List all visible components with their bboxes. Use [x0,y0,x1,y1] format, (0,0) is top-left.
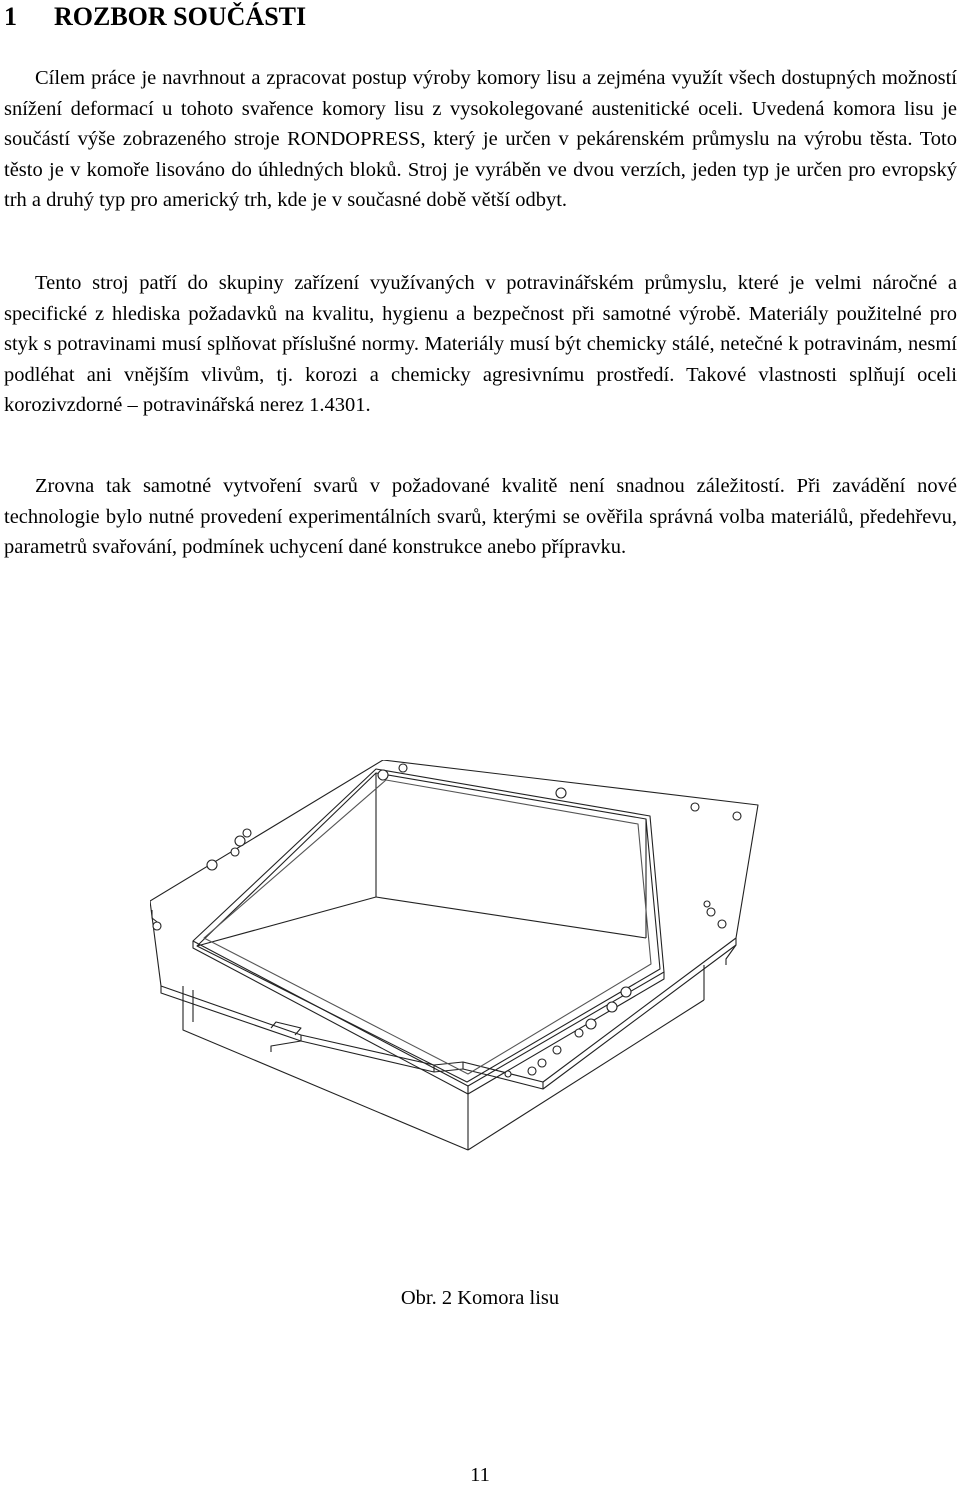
page-number: 11 [470,1464,490,1486]
paragraph-materials: Tento stroj patří do skupiny zařízení využívaných v potravinářském průmyslu, které je velmi náročné a specifické z hlediska požadavků na kvalitu, hygienu a bezpečnost při samotné výrobě. Materiály použitelné pro styk s potravinami musí splňovat příslušné normy. Materiály musí být chemicky stálé, netečné k potravinám, nesmí podléhat ani vnějším vlivům, tj. korozi a chemicky agresivnímu prostředí. Takové vlastnosti splňují oceli korozivzdorné – potravinářská nerez 1.4301. [4,272,957,416]
press-chamber-drawing [150,760,760,1160]
paragraph-welding: Zrovna tak samotné vytvoření svarů v požadované kvalitě není snadnou záležitostí. Při zavádění nové technologie bylo nutné provedení experimentálních svarů, kterými se ověřila správná volba materiálů, předehřevu, parametrů svařování, podmínek uchycení dané konstrukce anebo přípravku. [4,475,957,558]
section-title: ROZBOR SOUČÁSTI [54,2,307,31]
section-heading [4,2,306,32]
paragraph-intro: Cílem práce je navrhnout a zpracovat postup výroby komory lisu a zejména využít všech dostupných možností snížení deformací u tohoto svařence komory lisu z vysokolegované austenitické oceli. Uvedená komora lisu je součástí výše zobrazeného stroje RONDOPRESS, který je určen v pekárenském průmyslu na výrobu těsta. Toto těsto je v komoře lisováno do úhledných bloků. Stroj je vyráběn ve dvou verzích, jeden typ je určen pro evropský trh a druhý typ pro americký trh, kde je v současné době větší odbyt. [4,67,957,211]
section-number: 1 [4,2,17,31]
figure-caption: Obr. 2 Komora lisu [400,1287,560,1309]
